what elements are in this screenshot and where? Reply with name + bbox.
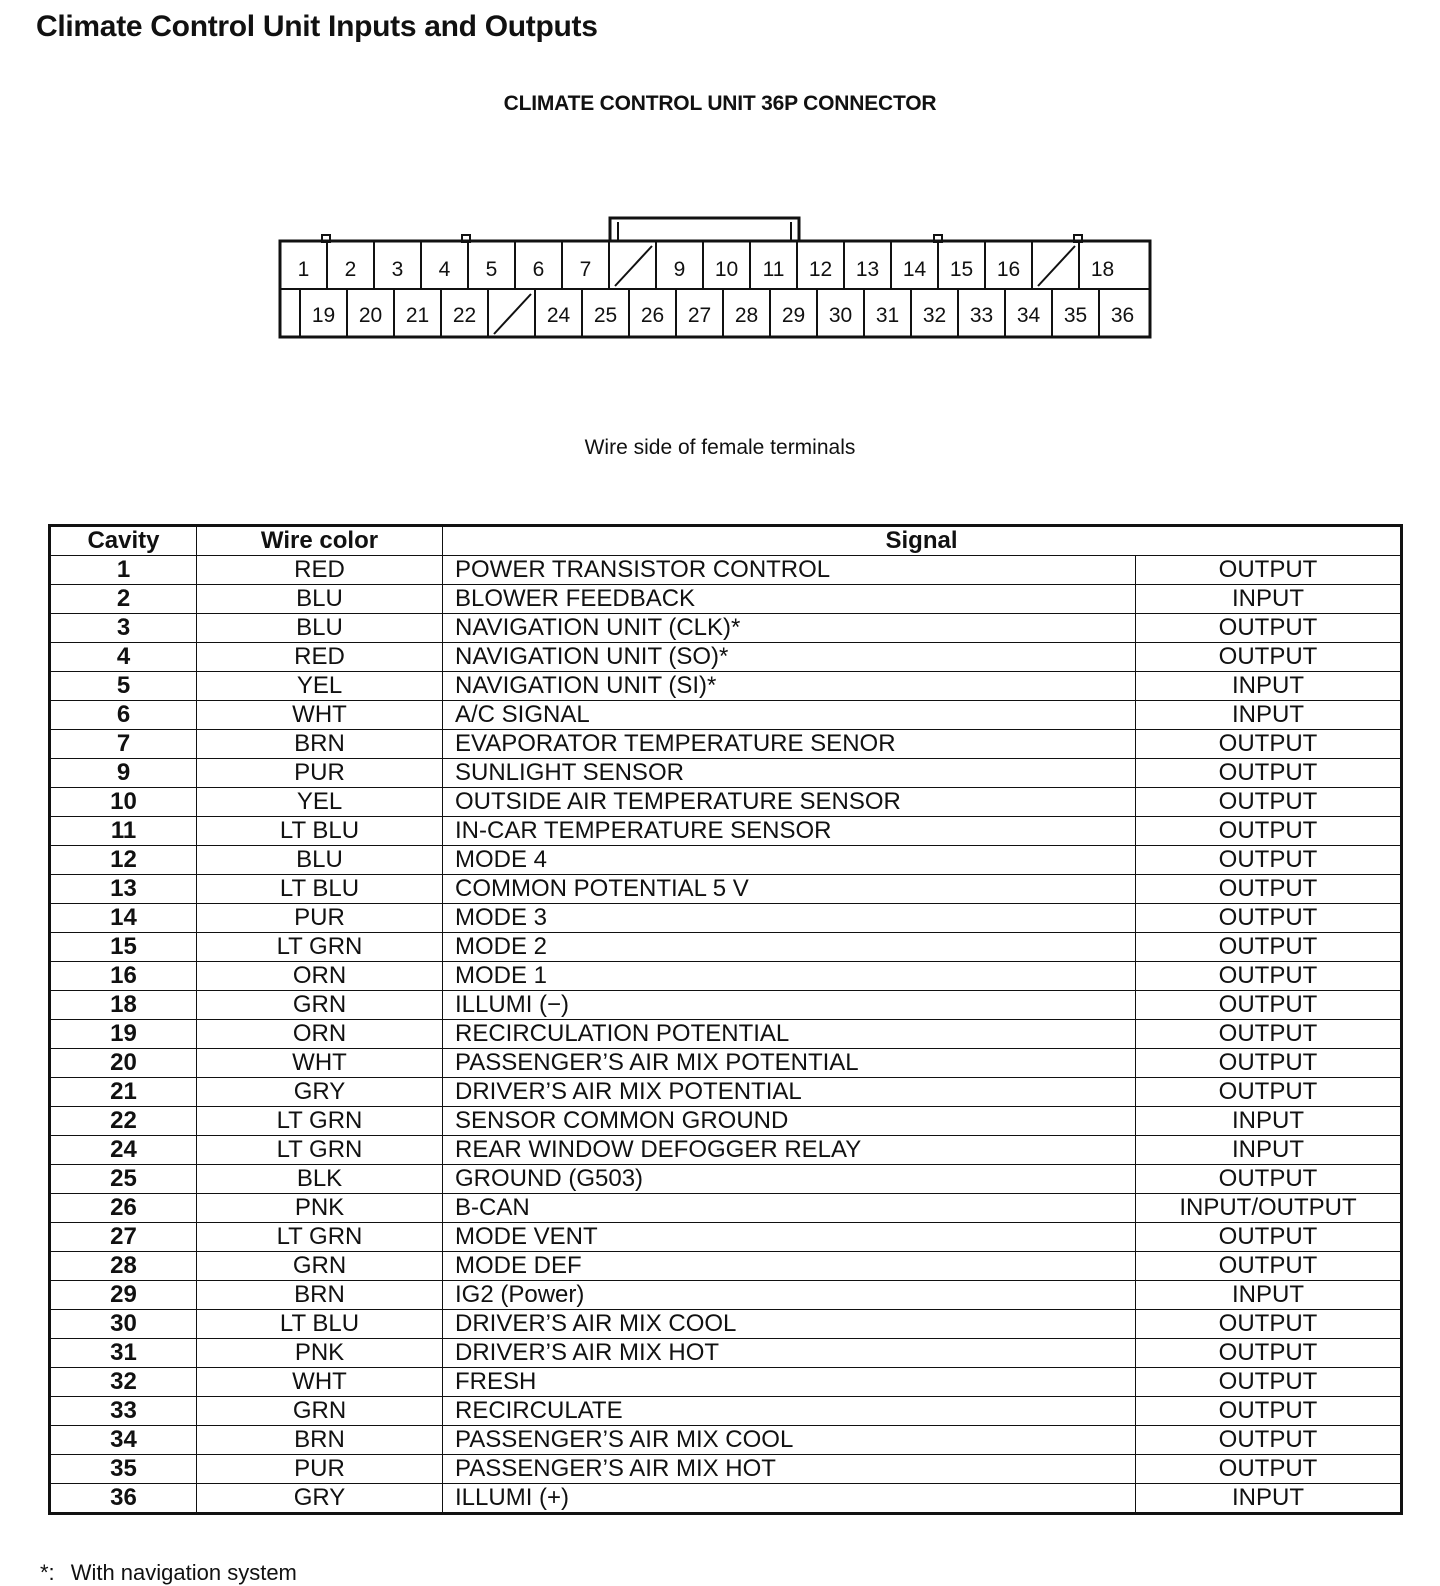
wire-color-cell: LT BLU [197,875,443,904]
table-row [50,846,1402,875]
cavity-cell: 25 [50,1165,197,1194]
cavity-cell: 2 [50,585,197,614]
table-row [50,1223,1402,1252]
page-title: Climate Control Unit Inputs and Outputs [36,10,598,43]
signal-cell: DRIVER’S AIR MIX HOT [443,1339,1136,1368]
direction-cell: INPUT [1136,1136,1402,1165]
header-wire-color: Wire color [197,526,443,556]
direction-cell: OUTPUT [1136,788,1402,817]
direction-cell: OUTPUT [1136,730,1402,759]
cavity-cell: 1 [50,556,197,585]
cavity-cell: 22 [50,1107,197,1136]
wire-color-cell: GRN [197,1397,443,1426]
wire-color-cell: GRY [197,1484,443,1514]
connector-pin-label: 1 [297,258,310,281]
direction-cell: OUTPUT [1136,1252,1402,1281]
cavity-cell: 31 [50,1339,197,1368]
connector-blank-cavity [494,294,531,334]
connector-title: CLIMATE CONTROL UNIT 36P CONNECTOR [503,92,937,115]
wire-color-cell: GRY [197,1078,443,1107]
table-row [50,1194,1402,1223]
direction-cell: INPUT [1136,1107,1402,1136]
cavity-cell: 15 [50,933,197,962]
connector-pin-label: 6 [532,258,545,281]
table-row [50,1484,1402,1514]
table-row [50,1020,1402,1049]
connector-pin-label: 12 [808,258,833,281]
connector-pin-label: 29 [781,304,806,327]
signal-cell: B-CAN [443,1194,1136,1223]
direction-cell: OUTPUT [1136,1368,1402,1397]
direction-cell: INPUT [1136,1484,1402,1514]
signal-cell: REAR WINDOW DEFOGGER RELAY [443,1136,1136,1165]
connector-pin-label: 33 [969,304,994,327]
cavity-cell: 3 [50,614,197,643]
cavity-cell: 28 [50,1252,197,1281]
connector-pin-label: 22 [452,304,477,327]
footnote [40,1560,297,1586]
cavity-cell: 11 [50,817,197,846]
direction-cell: OUTPUT [1136,1049,1402,1078]
wire-color-cell: BRN [197,1281,443,1310]
cavity-cell: 5 [50,672,197,701]
direction-cell: INPUT [1136,672,1402,701]
table-row [50,1368,1402,1397]
table-row [50,1078,1402,1107]
wire-color-cell: RED [197,643,443,672]
signal-cell: IG2 (Power) [443,1281,1136,1310]
cavity-cell: 16 [50,962,197,991]
wire-color-cell: BLK [197,1165,443,1194]
table-row [50,1455,1402,1484]
direction-cell: OUTPUT [1136,991,1402,1020]
wire-color-cell: ORN [197,1020,443,1049]
connector-pin-label: 26 [640,304,665,327]
cavity-cell: 13 [50,875,197,904]
cavity-cell: 34 [50,1426,197,1455]
signal-cell: BLOWER FEEDBACK [443,585,1136,614]
table-row [50,1252,1402,1281]
signal-cell: PASSENGER’S AIR MIX POTENTIAL [443,1049,1136,1078]
connector-blank-cavity [615,246,652,286]
cavity-cell: 32 [50,1368,197,1397]
cavity-cell: 26 [50,1194,197,1223]
direction-cell: OUTPUT [1136,817,1402,846]
cavity-cell: 10 [50,788,197,817]
direction-cell: OUTPUT [1136,759,1402,788]
direction-cell: INPUT [1136,701,1402,730]
signal-cell: EVAPORATOR TEMPERATURE SENOR [443,730,1136,759]
wire-color-cell: BLU [197,614,443,643]
connector-latch [610,218,799,241]
wire-color-cell: WHT [197,1049,443,1078]
table-row [50,1136,1402,1165]
table-row [50,1426,1402,1455]
header-cavity: Cavity [50,526,197,556]
wire-color-cell: PNK [197,1339,443,1368]
connector-pin-label: 18 [1090,258,1115,281]
cavity-cell: 33 [50,1397,197,1426]
direction-cell: OUTPUT [1136,643,1402,672]
wire-color-cell: GRN [197,991,443,1020]
table-row [50,1281,1402,1310]
connector-pin-label: 19 [311,304,336,327]
direction-cell: OUTPUT [1136,962,1402,991]
table-row [50,788,1402,817]
direction-cell: OUTPUT [1136,875,1402,904]
wire-color-cell: LT BLU [197,1310,443,1339]
wire-color-cell: YEL [197,672,443,701]
connector-pin-label: 20 [358,304,383,327]
pin-table [48,524,1403,1515]
signal-cell: RECIRCULATE [443,1397,1136,1426]
connector-pin-label: 5 [485,258,498,281]
signal-cell: NAVIGATION UNIT (SO)* [443,643,1136,672]
signal-cell: A/C SIGNAL [443,701,1136,730]
connector-pin-label: 9 [673,258,686,281]
signal-cell: PASSENGER’S AIR MIX HOT [443,1455,1136,1484]
cavity-cell: 18 [50,991,197,1020]
signal-cell: MODE VENT [443,1223,1136,1252]
signal-cell: SENSOR COMMON GROUND [443,1107,1136,1136]
connector-pin-label: 13 [855,258,880,281]
wire-color-cell: GRN [197,1252,443,1281]
header-signal: Signal [443,526,1402,556]
connector-pin-label: 28 [734,304,759,327]
connector-pin-label: 36 [1110,304,1135,327]
table-row [50,1049,1402,1078]
table-row [50,1310,1402,1339]
cavity-cell: 27 [50,1223,197,1252]
direction-cell: OUTPUT [1136,1426,1402,1455]
direction-cell: OUTPUT [1136,933,1402,962]
signal-cell: MODE 4 [443,846,1136,875]
cavity-cell: 29 [50,1281,197,1310]
direction-cell: OUTPUT [1136,1165,1402,1194]
cavity-cell: 14 [50,904,197,933]
signal-cell: NAVIGATION UNIT (SI)* [443,672,1136,701]
connector-pin-label: 34 [1016,304,1041,327]
connector-pin-label: 35 [1063,304,1088,327]
signal-cell: GROUND (G503) [443,1165,1136,1194]
wire-color-cell: BLU [197,846,443,875]
wire-color-cell: WHT [197,1368,443,1397]
direction-cell: OUTPUT [1136,1020,1402,1049]
table-row [50,817,1402,846]
table-row [50,875,1402,904]
cavity-cell: 21 [50,1078,197,1107]
connector-pin-label: 14 [902,258,927,281]
wire-color-cell: BRN [197,1426,443,1455]
connector-pin-label: 16 [996,258,1021,281]
wire-color-cell: ORN [197,962,443,991]
table-row [50,1339,1402,1368]
wire-color-cell: PNK [197,1194,443,1223]
connector-pin-label: 31 [875,304,900,327]
signal-cell: MODE 2 [443,933,1136,962]
connector-pin-label: 27 [687,304,712,327]
table-row [50,672,1402,701]
connector-pin-label: 2 [344,258,357,281]
connector-caption: Wire side of female terminals [584,436,856,459]
direction-cell: OUTPUT [1136,904,1402,933]
cavity-cell: 20 [50,1049,197,1078]
cavity-cell: 35 [50,1455,197,1484]
direction-cell: OUTPUT [1136,556,1402,585]
table-row [50,701,1402,730]
wire-color-cell: LT GRN [197,1223,443,1252]
table-row [50,1165,1402,1194]
connector-diagram [278,214,1154,340]
table-row [50,730,1402,759]
signal-cell: NAVIGATION UNIT (CLK)* [443,614,1136,643]
cavity-cell: 6 [50,701,197,730]
direction-cell: OUTPUT [1136,1310,1402,1339]
footnote-mark: *: [40,1560,55,1585]
signal-cell: ILLUMI (+) [443,1484,1136,1514]
cavity-cell: 36 [50,1484,197,1514]
signal-cell: OUTSIDE AIR TEMPERATURE SENSOR [443,788,1136,817]
wire-color-cell: LT GRN [197,1107,443,1136]
connector-pin-label: 4 [438,258,451,281]
connector-pin-label: 7 [579,258,592,281]
signal-cell: POWER TRANSISTOR CONTROL [443,556,1136,585]
direction-cell: INPUT [1136,1281,1402,1310]
connector-pin-label: 11 [762,258,785,281]
connector-pin-label: 25 [593,304,618,327]
direction-cell: OUTPUT [1136,614,1402,643]
direction-cell: OUTPUT [1136,846,1402,875]
direction-cell: OUTPUT [1136,1223,1402,1252]
direction-cell: OUTPUT [1136,1397,1402,1426]
connector-pin-label: 10 [714,258,739,281]
wire-color-cell: RED [197,556,443,585]
connector-pin-label: 30 [828,304,853,327]
table-header-row [50,526,1402,556]
table-row [50,904,1402,933]
table-row [50,991,1402,1020]
wire-color-cell: BLU [197,585,443,614]
signal-cell: IN-CAR TEMPERATURE SENSOR [443,817,1136,846]
wire-color-cell: YEL [197,788,443,817]
table-row [50,556,1402,585]
table-row [50,759,1402,788]
signal-cell: DRIVER’S AIR MIX POTENTIAL [443,1078,1136,1107]
signal-cell: RECIRCULATION POTENTIAL [443,1020,1136,1049]
signal-cell: COMMON POTENTIAL 5 V [443,875,1136,904]
signal-cell: ILLUMI (−) [443,991,1136,1020]
signal-cell: PASSENGER’S AIR MIX COOL [443,1426,1136,1455]
direction-cell: INPUT [1136,585,1402,614]
cavity-cell: 4 [50,643,197,672]
connector-pin-label: 32 [922,304,947,327]
cavity-cell: 12 [50,846,197,875]
signal-cell: MODE 3 [443,904,1136,933]
connector-pin-label: 24 [546,304,571,327]
table-row [50,933,1402,962]
table-row [50,1397,1402,1426]
connector-blank-cavity [1038,246,1075,286]
signal-cell: MODE DEF [443,1252,1136,1281]
signal-cell: FRESH [443,1368,1136,1397]
wire-color-cell: PUR [197,1455,443,1484]
cavity-cell: 7 [50,730,197,759]
wire-color-cell: LT BLU [197,817,443,846]
cavity-cell: 9 [50,759,197,788]
connector-pin-label: 21 [405,304,430,327]
cavity-cell: 24 [50,1136,197,1165]
connector-pin-label: 3 [391,258,404,281]
wire-color-cell: PUR [197,904,443,933]
direction-cell: OUTPUT [1136,1078,1402,1107]
signal-cell: DRIVER’S AIR MIX COOL [443,1310,1136,1339]
table-row [50,643,1402,672]
signal-cell: MODE 1 [443,962,1136,991]
signal-cell: SUNLIGHT SENSOR [443,759,1136,788]
table-row [50,614,1402,643]
wire-color-cell: LT GRN [197,933,443,962]
cavity-cell: 30 [50,1310,197,1339]
wire-color-cell: WHT [197,701,443,730]
table-row [50,585,1402,614]
wire-color-cell: LT GRN [197,1136,443,1165]
table-row [50,962,1402,991]
pin-table-body [50,556,1402,1514]
connector-pin-label: 15 [949,258,974,281]
wire-color-cell: BRN [197,730,443,759]
table-row [50,1107,1402,1136]
cavity-cell: 19 [50,1020,197,1049]
direction-cell: INPUT/OUTPUT [1136,1194,1402,1223]
footnote-text: With navigation system [70,1560,297,1585]
direction-cell: OUTPUT [1136,1455,1402,1484]
wire-color-cell: PUR [197,759,443,788]
direction-cell: OUTPUT [1136,1339,1402,1368]
